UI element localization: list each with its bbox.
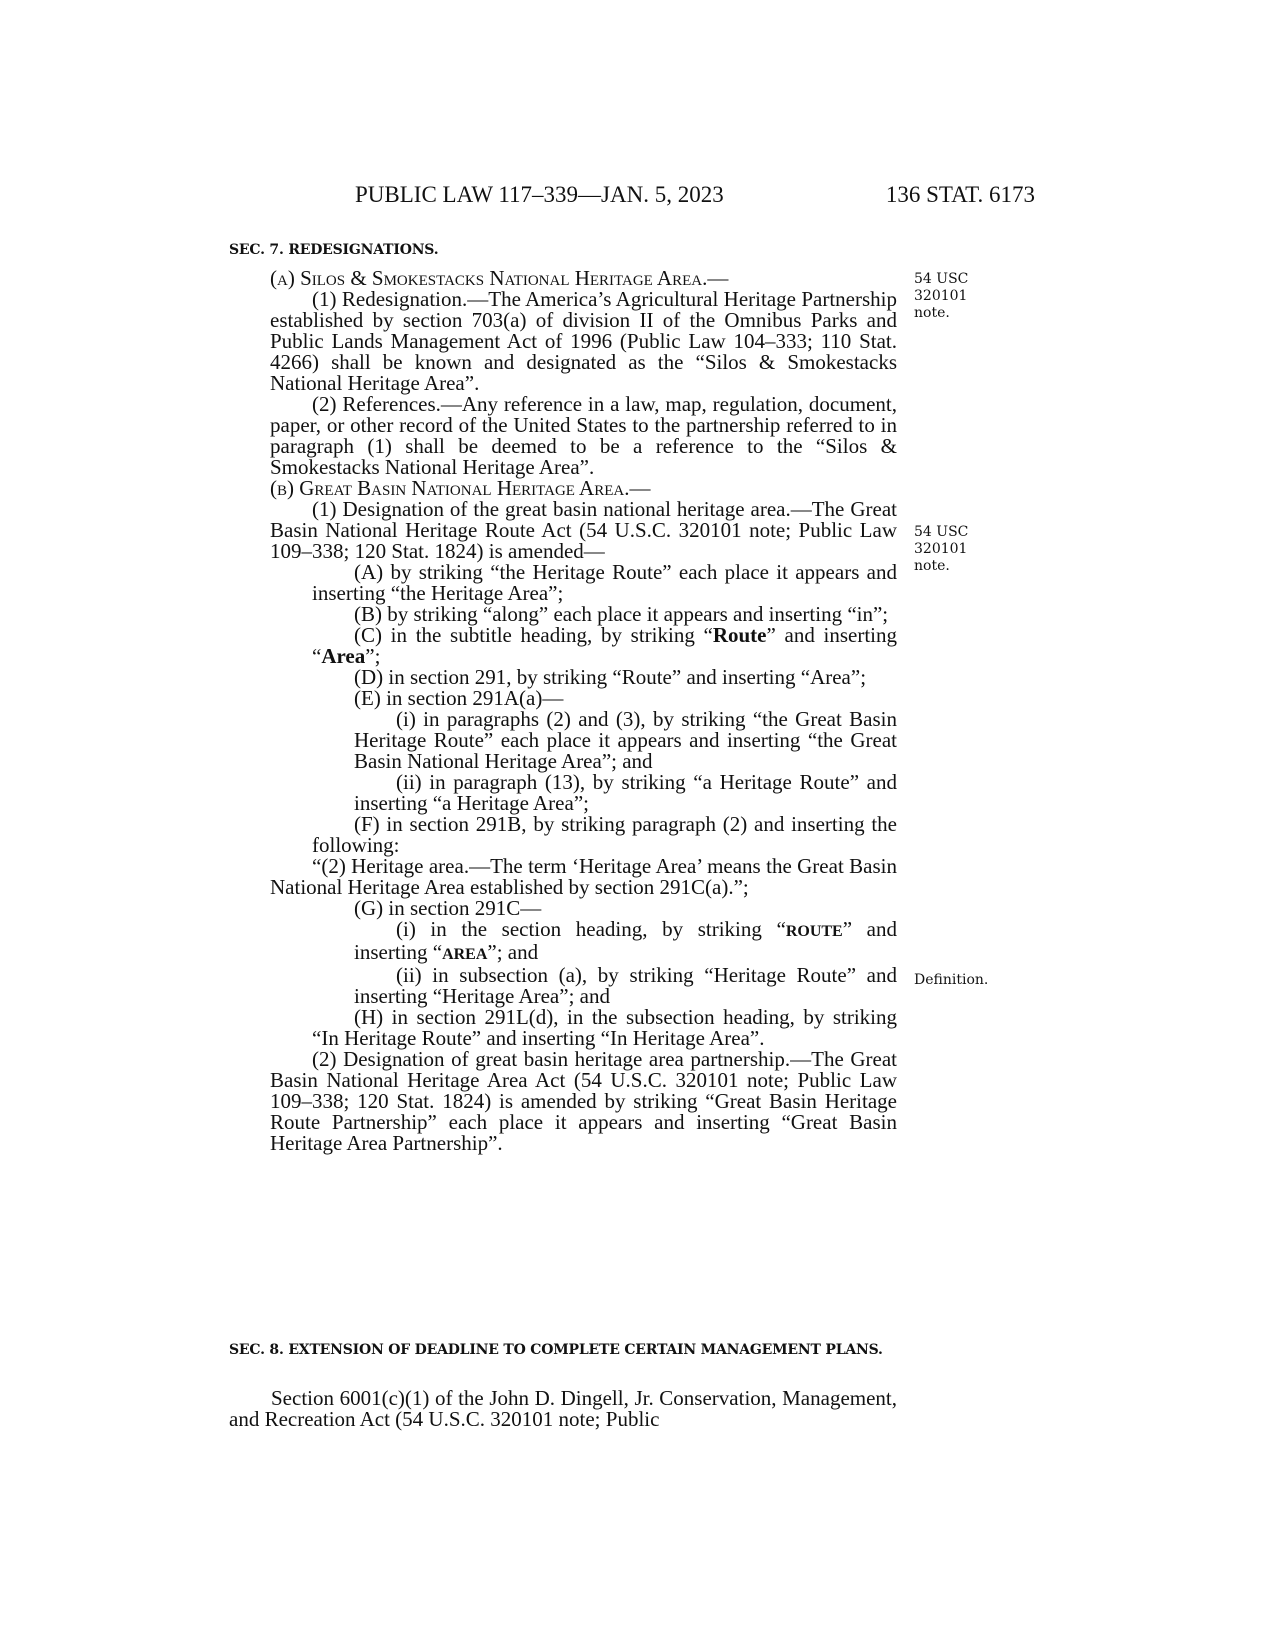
clause-b: (B) by striking “along” each place it appears and inserting “in”; [354, 602, 889, 626]
clause-e-ii: (ii) in paragraph (13), by striking “a Heritage Route” and inserting “a Heritage Area”; [354, 770, 897, 815]
subsection-b-paragraph-2: (2) Designation of great basin heritage area partnership.—The Great Basin National Heritage Area Act (54 U.S.C. 320101 note; Public Law 109–338; 120 Stat. 1824) is amended by striking “Great Basin Heritage Route Partnership” each place it appears and inserting “Great Basin Heritage Area Partnership”. [270, 1047, 897, 1155]
clause-g-i: (i) in the section heading, by striking “ROUTE” and inserting “AREA”; and [354, 917, 897, 964]
heritage-area-definition: “(2) Heritage area.—The term ‘Heritage Area’ means the Great Basin National Heritage Area established by section 291C(a).”; [270, 854, 897, 899]
subsection-a-heading: (a) Silos & Smokestacks National Heritage Area.— [270, 266, 729, 290]
section-8-heading: SEC. 8. EXTENSION OF DEADLINE TO COMPLETE CERTAIN MANAGEMENT PLANS. [229, 1342, 883, 1358]
clause-a: (A) by striking “the Heritage Route” each place it appears and inserting “the Heritage Area”; [312, 560, 897, 605]
page-header-stat: 136 STAT. 6173 [885, 182, 1035, 207]
page-header-title: PUBLIC LAW 117–339—JAN. 5, 2023 [355, 182, 724, 207]
clause-f: (F) in section 291B, by striking paragraph (2) and inserting the following: [312, 812, 897, 857]
clause-e: (E) in section 291A(a)— [354, 686, 564, 710]
subsection-a-paragraph-2: (2) References.—Any reference in a law, map, regulation, document, paper, or other record of the United States to the partnership referred to in paragraph (1) shall be deemed to be a reference to the “Silos & Smokestacks National Heritage Area”. [270, 392, 897, 479]
clause-g: (G) in section 291C— [354, 896, 542, 920]
clause-h: (H) in section 291L(d), in the subsection heading, by striking “In Heritage Route” and inserting “In Heritage Area”. [312, 1005, 897, 1050]
margin-note-usc-b: 54 USC 320101 note. [914, 524, 969, 574]
subsection-b-heading: (b) Great Basin National Heritage Area.— [270, 476, 651, 500]
subsection-a-paragraph-1: (1) Redesignation.—The America’s Agricultural Heritage Partnership established by section 703(a) of division II of the Omnibus Parks and Public Lands Management Act of 1996 (Public Law 104–333; 110 Stat. 4266) shall be known and designated as the “Silos & Smokestacks National Heritage Area”. [270, 287, 897, 395]
section-8-body [229, 1388, 897, 1430]
clause-d: (D) in section 291, by striking “Route” and inserting “Area”; [354, 665, 867, 689]
clause-g-ii: (ii) in subsection (a), by striking “Heritage Route” and inserting “Heritage Area”; and [354, 963, 897, 1008]
section-7-body [270, 268, 897, 1154]
clause-c: (C) in the subtitle heading, by striking “Route” and inserting “Area”; [312, 623, 897, 668]
section-7-heading: SEC. 7. REDESIGNATIONS. [229, 242, 439, 258]
margin-note-definition: Definition. [914, 972, 989, 988]
subsection-b-paragraph-1: (1) Designation of the great basin national heritage area.—The Great Basin National Heritage Route Act (54 U.S.C. 320101 note; Public Law 109–338; 120 Stat. 1824) is amended— [270, 497, 897, 563]
clause-e-i: (i) in paragraphs (2) and (3), by striking “the Great Basin Heritage Route” each place it appears and inserting “the Great Basin National Heritage Area”; and [354, 707, 897, 773]
section-8-paragraph: Section 6001(c)(1) of the John D. Dingell, Jr. Conservation, Management, and Recreation Act (54 U.S.C. 320101 note; Public [229, 1386, 897, 1431]
margin-note-usc-a: 54 USC 320101 note. [914, 271, 969, 321]
